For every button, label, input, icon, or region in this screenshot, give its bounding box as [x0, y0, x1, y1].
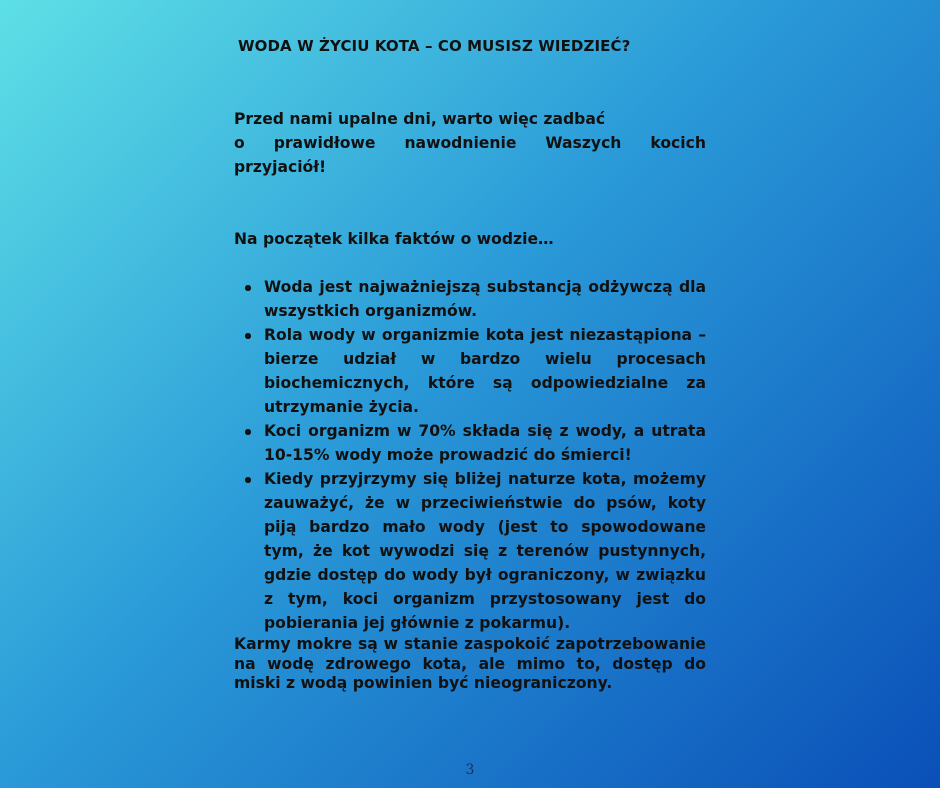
list-item: Rola wody w organizmie kota jest niezastąpiona – bierze udział w bardzo wielu procesach biochemicznych, które są odpowiedzialne za utrzymanie życia.	[264, 323, 706, 419]
intro-line-2: o prawidłowe nawodnienie Waszych kocich przyjaciół!	[234, 134, 706, 176]
closing-paragraph: Karmy mokre są w stanie zaspokoić zapotrzebowanie na wodę zdrowego kota, ale mimo to, dostęp do miski z wodą powinien być nieograniczony.	[234, 635, 706, 692]
list-item: Woda jest najważniejszą substancją odżywczą dla wszystkich organizmów.	[264, 275, 706, 323]
page-number: 3	[465, 762, 475, 778]
intro-line-1: Przed nami upalne dni, warto więc zadbać	[234, 110, 606, 128]
facts-list	[234, 275, 706, 635]
list-item: Kiedy przyjrzymy się bliżej naturze kota, możemy zauważyć, że w przeciwieństwie do psów, koty piją bardzo mało wody (jest to spowodowane tym, że kot wywodzi się z terenów pustynnych, gdzie dostęp do wody był ograniczony, w związku z tym, koci organizm przystosowany jest do pobierania jej głównie z pokarmu).	[264, 467, 706, 635]
article-body	[234, 107, 706, 694]
intro-paragraph	[234, 107, 706, 179]
facts-heading: Na początek kilka faktów o wodzie…	[234, 230, 554, 248]
list-item: Koci organizm w 70% składa się z wody, a utrata 10-15% wody może prowadzić do śmierci!	[264, 419, 706, 467]
page-title: WODA W ŻYCIU KOTA – CO MUSISZ WIEDZIEĆ?	[238, 37, 631, 55]
